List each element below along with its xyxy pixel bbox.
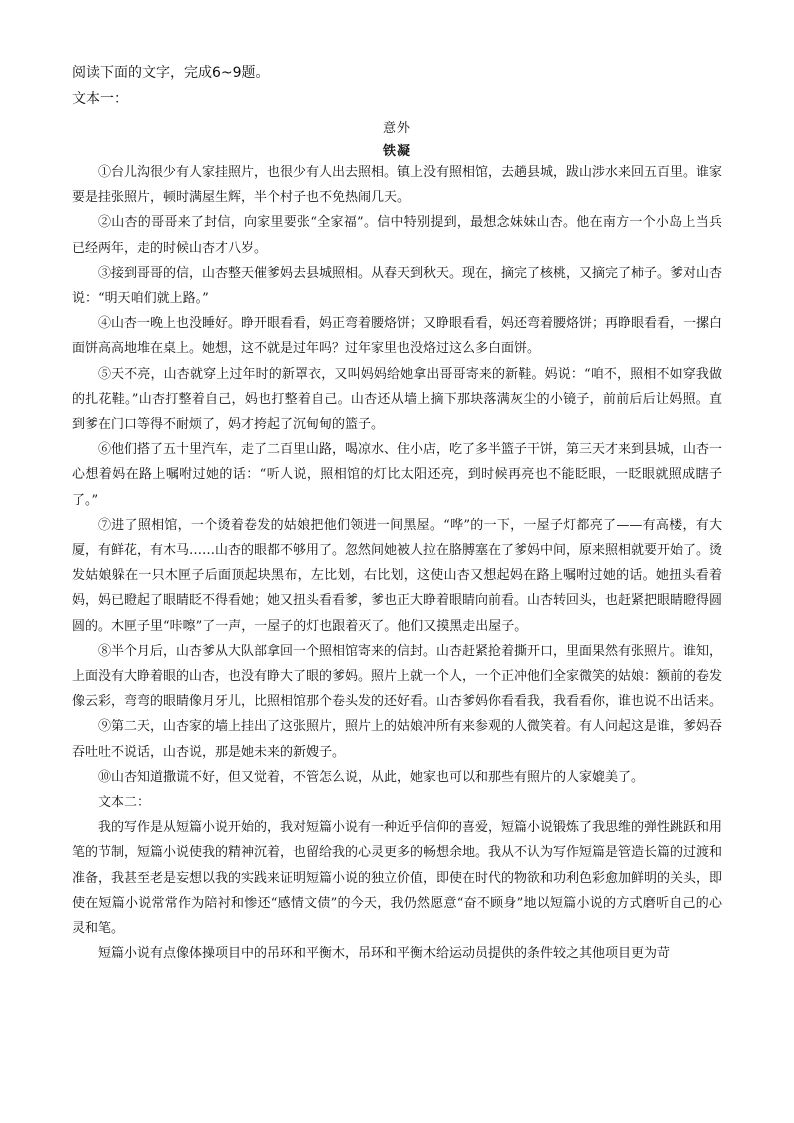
story-paragraph: ③接到哥哥的信，山杏整天催爹妈去县城照相。从春天到秋天。现在，摘完了核桃，又摘完了柿子。爹对山杏说：“明天咱们就上路。” [72,265,723,307]
story-paragraph: ①台儿沟很少有人家挂照片，也很少有人出去照相。镇上没有照相馆，去趟县城，跋山涉水来回五百里。谁家要是挂张照片，顿时满屋生辉，半个村子也不免热闹几天。 [72,165,723,206]
story-paragraph: ⑨第二天，山杏家的墙上挂出了这张照片，照片上的姑娘冲所有来参观的人微笑着。有人问起这是谁，爹妈吞吞吐吐不说话，山杏说，那是她未来的新嫂子。 [72,719,723,760]
story-paragraph: ⑥他们搭了五十里汽车，走了二百里山路，喝凉水、住小店，吃了多半篮子干饼，第三天才来到县城，山杏一心想着妈在路上嘱咐过她的话：“听人说，照相馆的灯比太阳还亮，到时候再亮也不能眨眼，一眨眼就照成瞎子了。” [72,442,723,508]
essay-paragraph: 短篇小说有点像体操项目中的吊环和平衡木，吊环和平衡木给运动员提供的条件较之其他项目更为苛 [98,946,671,962]
article-body [72,160,722,967]
story-paragraph: ④山杏一晚上也没睡好。睁开眼看看，妈正弯着腰烙饼；又睁眼看看，妈还弯着腰烙饼；再睁眼看看，一摞白面饼高高地堆在桌上。她想，这不就是过年吗？过年家里也没烙过这么多白面饼。 [72,316,723,357]
story-title: 意外 [382,121,411,136]
story-paragraph: ⑤天不亮，山杏就穿上过年时的新罩衣，又叫妈妈给她拿出哥哥寄来的新鞋。妈说：“咱不，照相不如穿我做的扎花鞋。”山杏打整着自己，妈也打整着自己。山杏还从墙上摘下那块落满灰尘的小镜子，前前后后让妈照。直到爹在门口等得不耐烦了，妈才挎起了沉甸甸的篮子。 [72,366,722,433]
text-one-label: 文本一： [72,91,128,107]
text-two-label: 文本二： [98,795,151,811]
story-paragraph: ⑦进了照相馆，一个烫着卷发的姑娘把他们领进一间黑屋。“哗”的一下，一屋子灯都亮了——有高楼，有大厦，有鲜花，有木马……山杏的眼都不够用了。忽然间她被人拉在胳膊塞在了爹妈中间，原来照相就要开始了。烫发姑娘躲在一只木匣子后面顶起块黑布，左比划，右比划，这使山杏又想起妈在路上嘱咐过她的话。她扭头看着妈，妈已瞪起了眼睛眨不得看她；她又扭头看看爹，爹也正大睁着眼睛向前看。山杏转回头，也赶紧把眼睛瞪得圆圆的。木匣子里“咔嚓”了一声，一屋子的灯也跟着灭了。他们又摸黑走出屋子。 [72,517,723,634]
story-paragraph: ⑩山杏知道撒谎不好，但又觉着，不管怎么说，从此，她家也可以和那些有照片的人家媲美了。 [98,769,645,785]
question-instruction: 阅读下面的文字，完成6~9题。 [72,65,270,81]
story-paragraph: ⑧半个月后，山杏爹从大队部拿回一个照相馆寄来的信封。山杏赶紧抢着撕开口，里面果然有张照片。谁知，上面没有大睁着眼的山杏，也没有睁大了眼的爹妈。照片上就一个人，一个正冲他们全家微笑的姑娘：额前的卷发像云彩，弯弯的眼睛像月牙儿，比照相馆那个卷头发的还好看。山杏爹妈你看看我，我看看你，谁也说不出话来。 [72,643,723,710]
essay-paragraph: 我的写作是从短篇小说开始的，我对短篇小说有一种近乎信仰的喜爱，短篇小说锻炼了我思维的弹性跳跃和用笔的节制，短篇小说使我的精神沉着，也留给我的心灵更多的畅想余地。我从不认为写作短篇是管造长篇的过渡和准备，我甚至老是妄想以我的实践来证明短篇小说的独立价值，即使在时代的物欲和功利色彩愈加鲜明的关头，即使在短篇小说常常作为陪衬和惨还“感情文债”的今天，我仍然愿意“奋不顾身”地以短篇小说的方式磨听自己的心灵和笔。 [72,820,723,937]
story-paragraph: ②山杏的哥哥来了封信，向家里要张“全家福”。信中特别提到，最想念妹妹山杏。他在南方一个小岛上当兵已经两年，走的时候山杏才八岁。 [72,215,722,256]
story-author: 铁凝 [382,144,411,159]
